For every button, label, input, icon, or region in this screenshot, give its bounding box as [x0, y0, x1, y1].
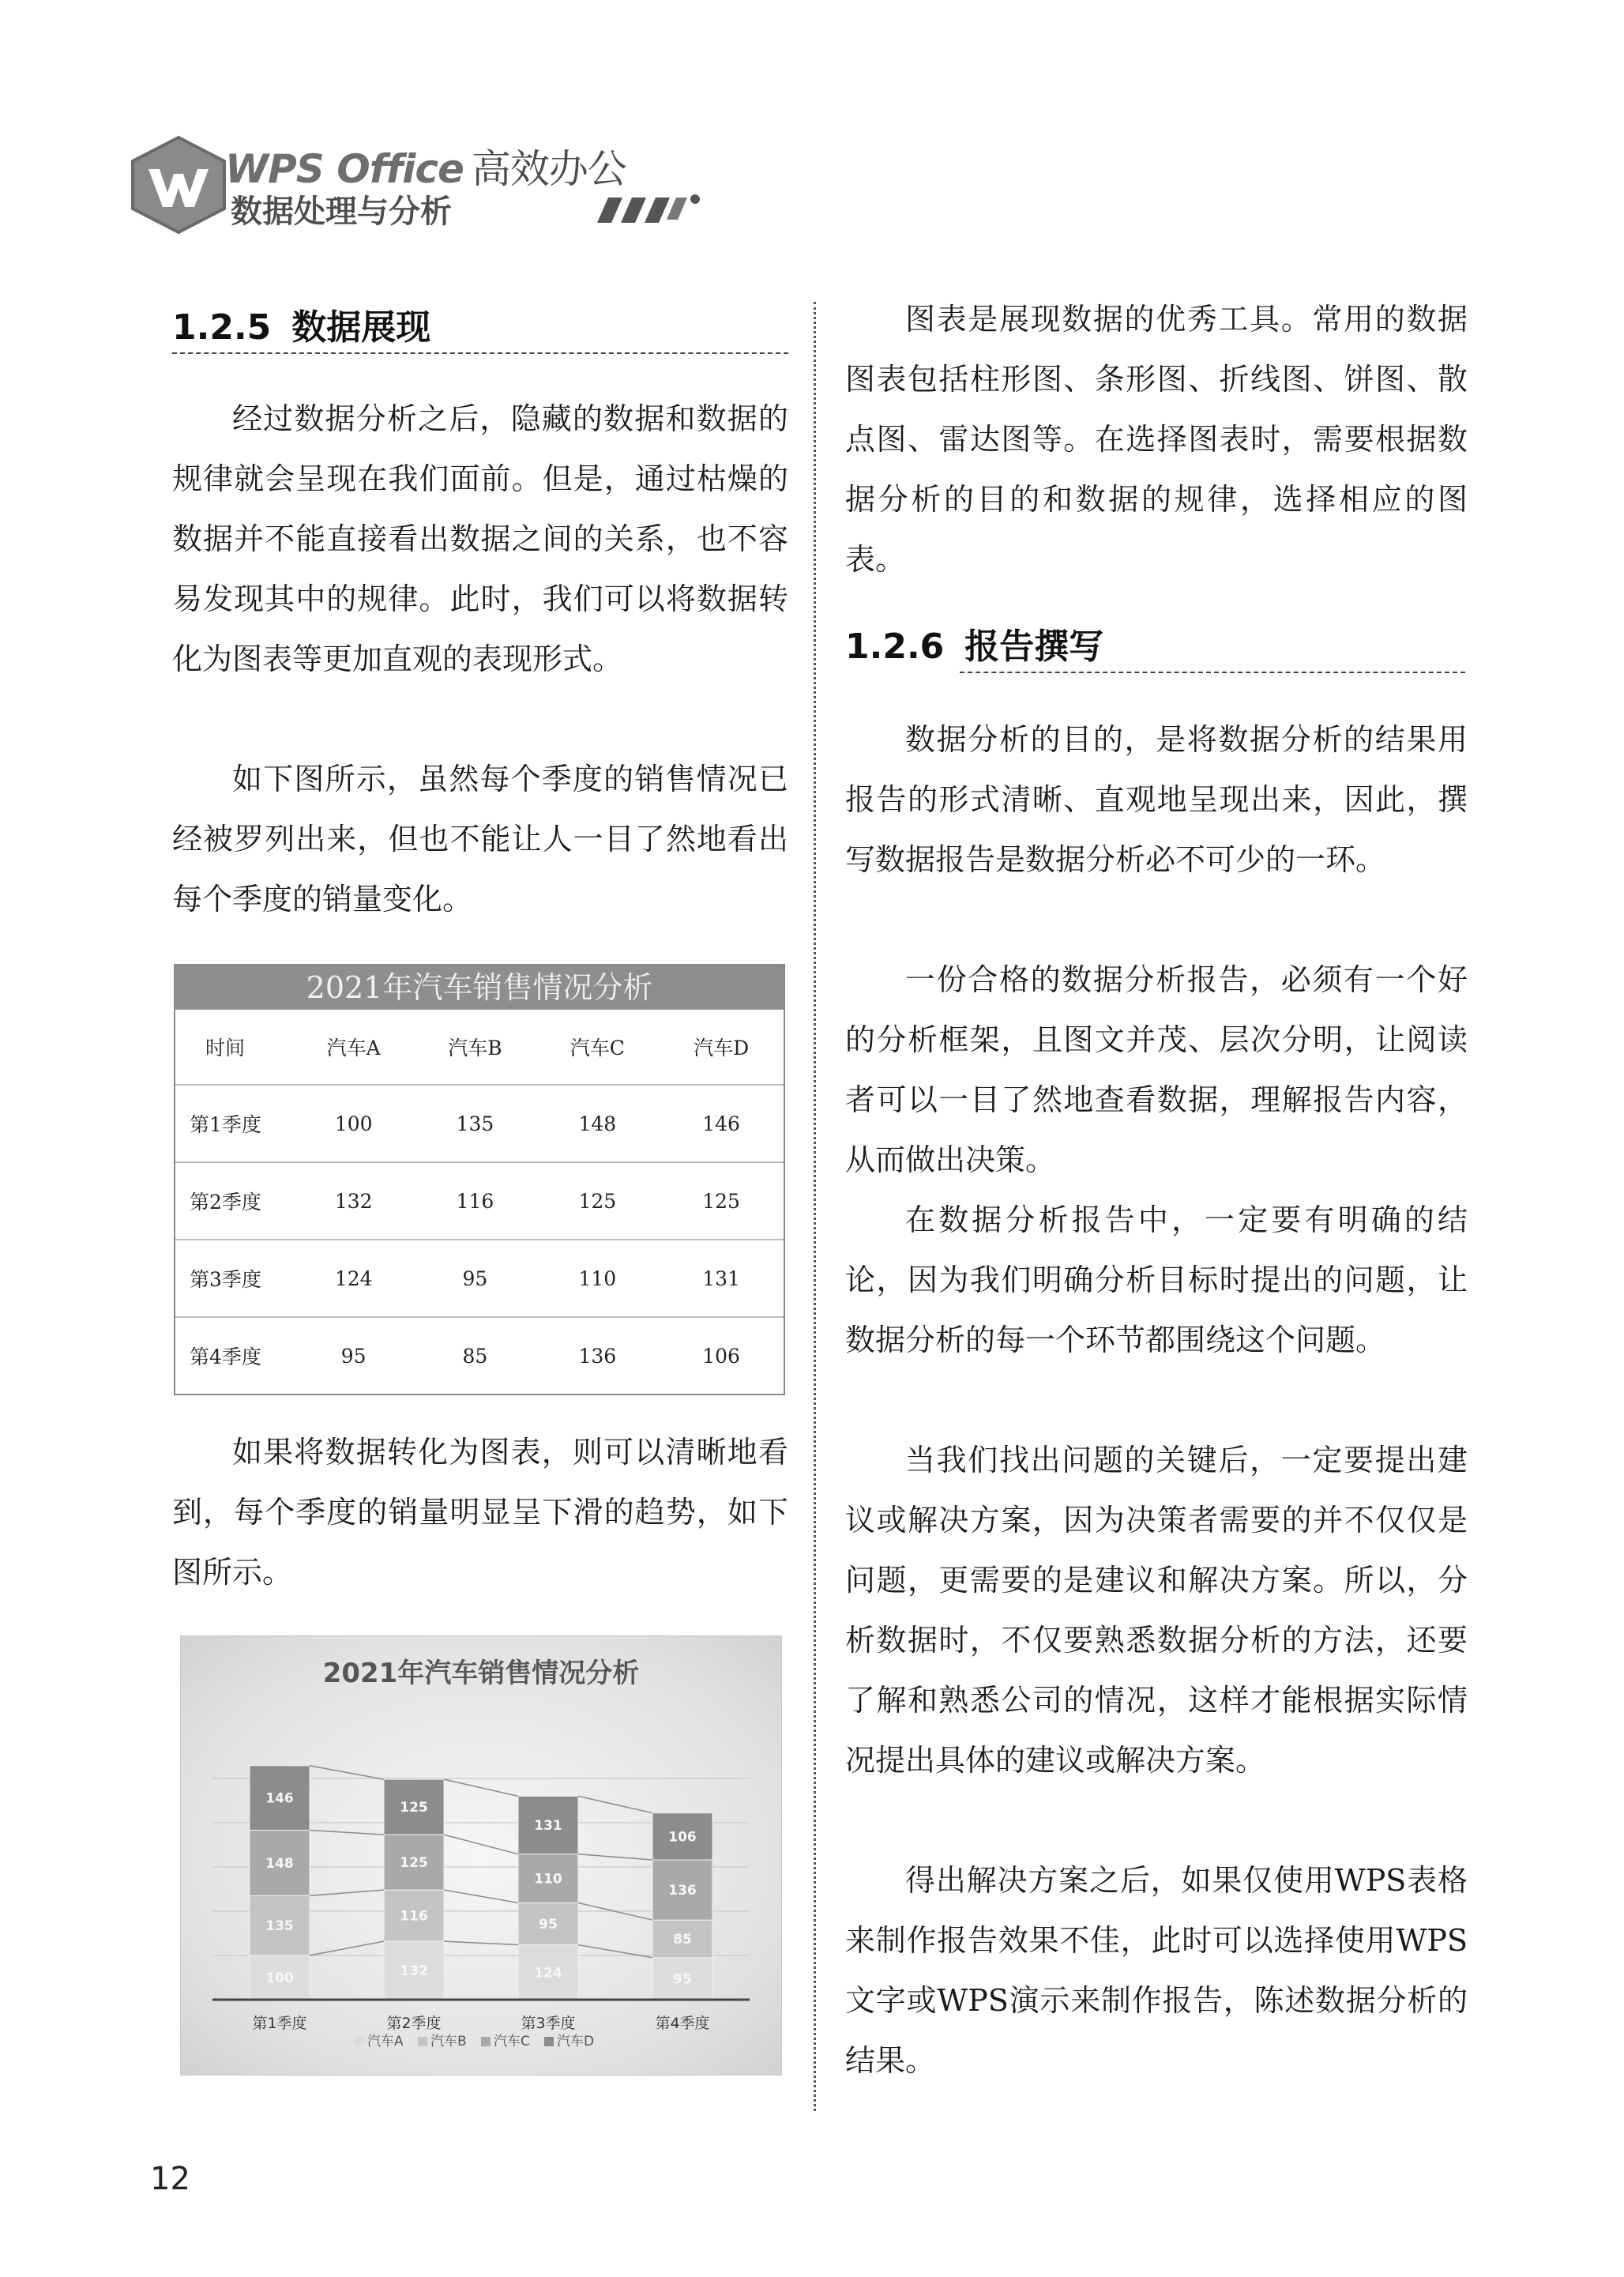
chart-x-tick-label: 第4季度 [655, 2015, 710, 2032]
section-number: 1.2.6 [845, 627, 945, 667]
table-cell: 136 [536, 1317, 659, 1394]
brand-suffix: 高效办公 [471, 146, 626, 192]
chart-data-label: 148 [265, 1855, 294, 1872]
paragraph: 得出解决方案之后，如果仅使用WPS表格来制作报告效果不佳，此时可以选择使用WPS文字或WPS演示来制作报告，陈述数据分析的结果。 [845, 1863, 1468, 2078]
paragraph: 在数据分析报告中，一定要有明确的结论，因为我们明确分析目标时提出的问题，让数据分析的每一个环节都围绕这个问题。 [845, 1202, 1468, 1357]
paragraph: 如下图所示，虽然每个季度的销售情况已经被罗列出来，但也不能让人一目了然地看出每个季度的销量变化。 [172, 762, 788, 916]
section-heading-126 [845, 618, 1103, 668]
chart-legend-swatch [481, 2037, 491, 2046]
table-cell: 116 [414, 1162, 536, 1240]
table-row [175, 1317, 784, 1394]
section-heading-125 [172, 299, 430, 349]
table-header-cell: 汽车D [694, 1037, 750, 1059]
table-cell: 100 [293, 1085, 414, 1162]
wps-logo-icon [126, 134, 231, 235]
chart-data-label: 110 [534, 1871, 562, 1887]
chart-series-line [310, 1831, 384, 1835]
stacked-bar-chart [181, 1636, 781, 2075]
page-number: 12 [150, 2161, 190, 2197]
section-underline [172, 352, 788, 354]
chart-legend-swatch [544, 2037, 554, 2046]
chart-data-label: 135 [265, 1918, 294, 1935]
table-cell: 第1季度 [175, 1085, 293, 1162]
chart-series-line [578, 1796, 652, 1812]
chart-data-label: 124 [534, 1965, 562, 1982]
table-title: 2021年汽车销售情况分析 [175, 965, 784, 1010]
table-cell: 第3季度 [175, 1240, 293, 1317]
chart-data-label: 125 [400, 1800, 428, 1816]
chart-data-label: 146 [265, 1790, 294, 1807]
table-cell: 135 [414, 1085, 536, 1162]
chart-legend-label: 汽车A [367, 2034, 404, 2049]
table-cell: 85 [414, 1317, 536, 1394]
chart-data-label: 116 [400, 1908, 428, 1925]
table-cell: 第2季度 [175, 1162, 293, 1240]
table-header-cell: 汽车A [326, 1037, 381, 1059]
table-row [175, 1240, 784, 1317]
sales-table-grid [175, 1010, 784, 1394]
chart-series-line [310, 1890, 384, 1895]
chart-data-label: 125 [400, 1855, 428, 1872]
chart-x-tick-label: 第2季度 [386, 2015, 442, 2032]
brand-title: WPS Office 高效办公 [225, 146, 626, 192]
table-cell: 132 [293, 1162, 414, 1240]
chart-data-label: 95 [673, 1971, 692, 1988]
chart-series-line [444, 1835, 518, 1854]
paragraph: 如果将数据转化为图表，则可以清晰地看到，每个季度的销量明显呈下滑的趋势，如下图所示。 [172, 1435, 788, 1590]
chart-x-tick-label: 第1季度 [252, 2015, 307, 2032]
page-header [126, 134, 711, 237]
table-cell: 125 [659, 1162, 784, 1240]
chart-legend-swatch [418, 2037, 427, 2046]
table-cell: 95 [414, 1240, 536, 1317]
paragraph: 数据分析的目的，是将数据分析的结果用报告的形式清晰、直观地呈现出来，因此，撰写数据报告是数据分析必不可少的一环。 [845, 722, 1468, 877]
chart-data-label: 85 [673, 1932, 692, 1948]
table-header-cell: 汽车B [448, 1037, 502, 1059]
table-cell: 148 [536, 1085, 659, 1162]
sales-chart [180, 1635, 782, 2076]
table-header-cell: 时间 [205, 1037, 246, 1059]
section-underline [960, 672, 1465, 673]
table-cell: 125 [536, 1162, 659, 1240]
table-cell: 146 [659, 1085, 784, 1162]
chart-series-line [444, 1779, 518, 1796]
chart-data-label: 106 [668, 1829, 697, 1846]
section-number: 1.2.5 [172, 307, 272, 348]
chart-series-line [310, 1766, 384, 1779]
chart-series-line [310, 1941, 384, 1955]
chart-legend-label: 汽车D [557, 2034, 595, 2049]
table-cell: 124 [293, 1240, 414, 1317]
paragraph: 经过数据分析之后，隐藏的数据和数据的规律就会呈现在我们面前。但是，通过枯燥的数据并不能直接看出数据之间的关系，也不容易发现其中的规律。此时，我们可以将数据转化为图表等更加直观的表现形式。 [172, 401, 788, 676]
table-cell: 131 [659, 1240, 784, 1317]
chart-data-label: 95 [539, 1916, 558, 1933]
chart-legend-swatch [355, 2037, 364, 2046]
section-title: 数据展现 [291, 307, 431, 348]
chart-data-label: 100 [265, 1970, 294, 1986]
paragraph: 当我们找出问题的关键后，一定要提出建议或解决方案，因为决策者需要的并不仅仅是问题，更需要的是建议和解决方案。所以，分析数据时，不仅要熟悉数据分析的方法，还要了解和熟悉公司的情况，这样才能根据实际情况提出具体的建议或解决方案。 [845, 1443, 1468, 1778]
section-title: 报告撰写 [964, 627, 1104, 667]
chart-series-line [578, 1854, 652, 1860]
paragraph: 一份合格的数据分析报告，必须有一个好的分析框架，且图文并茂、层次分明，让阅读者可以一目了然地查看数据，理解报告内容，从而做出决策。 [845, 962, 1468, 1177]
chart-series-line [444, 1941, 518, 1944]
table-cell: 95 [293, 1317, 414, 1394]
header-stripes-decoration [594, 191, 705, 228]
brand-subtitle: 数据处理与分析 [231, 194, 452, 230]
table-cell: 第4季度 [175, 1317, 293, 1394]
table-header-cell: 汽车C [570, 1037, 625, 1059]
table-row [175, 1085, 784, 1162]
chart-data-label: 131 [534, 1818, 562, 1835]
chart-legend-label: 汽车B [430, 2034, 467, 2049]
sales-table [174, 964, 785, 1395]
table-row [175, 1162, 784, 1240]
chart-series-line [444, 1890, 518, 1903]
table-cell: 106 [659, 1317, 784, 1394]
chart-x-tick-label: 第3季度 [521, 2015, 576, 2032]
table-header-row [175, 1010, 784, 1085]
table-cell: 110 [536, 1240, 659, 1317]
paragraph: 图表是展现数据的优秀工具。常用的数据图表包括柱形图、条形图、折线图、饼图、散点图、雷达图等。在选择图表时，需要根据数据分析的目的和数据的规律，选择相应的图表。 [845, 302, 1468, 577]
column-divider [814, 302, 816, 2111]
chart-data-label: 136 [668, 1883, 697, 1899]
chart-title: 2021年汽车销售情况分析 [322, 1658, 640, 1689]
chart-legend-label: 汽车C [494, 2034, 530, 2049]
chart-data-label: 132 [400, 1963, 428, 1980]
